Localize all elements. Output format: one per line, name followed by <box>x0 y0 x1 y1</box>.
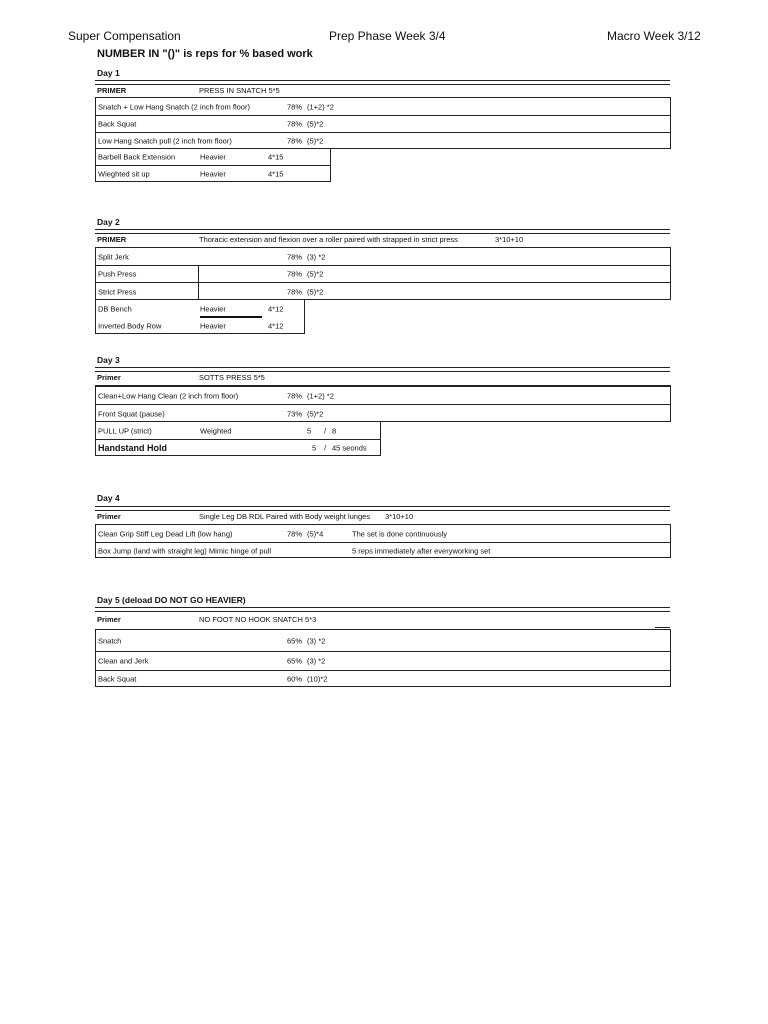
day-4-primer <box>95 509 670 523</box>
exercise-name: Split Jerk <box>98 252 129 261</box>
table-row <box>96 317 304 334</box>
day-3-title: Day 3 <box>97 355 120 365</box>
primer-sets: 3*10+10 <box>495 235 524 244</box>
header-title-right: Macro Week 3/12 <box>607 29 701 43</box>
exercise-percent: 78% <box>287 391 303 400</box>
exercise-reps: (1+2) *2 <box>307 391 334 400</box>
exercise-duration: 45 seonds <box>332 443 367 453</box>
exercise-name: Push Press <box>98 269 137 279</box>
day-2-accessory-table <box>95 299 305 334</box>
day-3-accessory-table <box>95 421 381 456</box>
day-2-primer <box>95 232 670 246</box>
table-row <box>96 404 670 422</box>
primer-label: PRIMER <box>97 86 127 95</box>
exercise-name: Front Squat (pause) <box>98 409 165 418</box>
table-edge-mark <box>655 627 670 628</box>
exercise-load: Heavier <box>200 304 226 313</box>
exercise-percent: 65% <box>287 656 303 666</box>
exercise-reps: (5)*4 <box>307 529 324 538</box>
exercise-reps: 4*12 <box>268 321 284 330</box>
separator-slash: / <box>324 426 327 435</box>
exercise-reps: (3) *2 <box>307 252 326 261</box>
table-row <box>96 265 670 282</box>
header-title-center: Prep Phase Week 3/4 <box>329 29 446 43</box>
exercise-percent: 60% <box>287 674 303 684</box>
primer-desc: NO FOOT NO HOOK SNATCH 5*3 <box>199 615 317 624</box>
exercise-name: Back Squat <box>98 119 137 129</box>
exercise-name: Box Jump (land with straight leg) Mimic hinge of pull <box>98 546 271 555</box>
exercise-note: The set is done continuously <box>352 529 448 538</box>
exercise-percent: 78% <box>287 252 303 261</box>
exercise-percent: 65% <box>287 636 303 645</box>
day-4-title: Day 4 <box>97 493 120 503</box>
separator-slash: / <box>324 443 327 453</box>
exercise-name: Snatch <box>98 636 122 645</box>
primer-desc: Thoracic extension and flexion over a roller paired with strapped in strict press <box>199 235 458 244</box>
exercise-load: Heavier <box>200 152 226 162</box>
exercise-reps: (5)*2 <box>307 136 324 146</box>
primer-label: PRIMER <box>97 235 127 244</box>
exercise-percent: 78% <box>287 269 303 279</box>
exercise-name: PULL UP (strict) <box>98 426 152 435</box>
table-row <box>96 165 330 182</box>
exercise-load: Heavier <box>200 169 226 179</box>
primer-desc: PRESS IN SNATCH 5*5 <box>199 86 280 95</box>
table-row <box>96 422 380 439</box>
table-row <box>96 248 670 265</box>
exercise-name: Low Hang Snatch pull (2 inch from floor) <box>98 136 232 146</box>
table-row <box>96 439 380 456</box>
day-2-main-table <box>95 247 671 300</box>
table-row <box>96 651 670 670</box>
exercise-percent: 78% <box>287 287 303 296</box>
exercise-name: Barbell Back Extension <box>98 152 176 162</box>
primer-label: Primer <box>97 373 121 382</box>
day-2-title: Day 2 <box>97 217 120 227</box>
primer-desc: SOTTS PRESS 5*5 <box>199 373 265 382</box>
exercise-name: Handstand Hold <box>98 443 167 453</box>
exercise-percent: 78% <box>287 136 303 146</box>
table-row <box>96 282 670 300</box>
day-5-main-table <box>95 629 671 687</box>
day-1-main-table <box>95 97 671 149</box>
exercise-load: Heavier <box>200 321 226 330</box>
exercise-reps: (1+2) *2 <box>307 102 334 111</box>
day-1-title: Day 1 <box>97 68 120 78</box>
exercise-percent: 78% <box>287 119 303 129</box>
day-3-primer <box>95 370 670 384</box>
table-row <box>96 542 670 558</box>
exercise-sets: 5 <box>312 443 317 453</box>
table-row <box>96 115 670 132</box>
primer-label: Primer <box>97 512 121 521</box>
table-row <box>96 387 670 404</box>
exercise-name: Clean+Low Hang Clean (2 inch from floor) <box>98 391 239 400</box>
exercise-reps: (5)*2 <box>307 287 324 296</box>
day-1-accessory-table <box>95 148 331 182</box>
exercise-reps: (10)*2 <box>307 674 328 684</box>
exercise-reps: 8 <box>332 426 337 435</box>
day-4-main-table <box>95 524 671 558</box>
reps-note: NUMBER IN "()" is reps for % based work <box>97 48 313 60</box>
exercise-reps: (3) *2 <box>307 636 326 645</box>
table-row <box>96 98 670 115</box>
exercise-reps: (5)*2 <box>307 269 324 279</box>
exercise-name: DB Bench <box>98 304 132 313</box>
primer-label: Primer <box>97 615 121 624</box>
day-1-primer <box>95 83 670 97</box>
exercise-name: Snatch + Low Hang Snatch (2 inch from floor) <box>98 102 250 111</box>
exercise-name: Strict Press <box>98 287 137 296</box>
primer-desc: Single Leg DB RDL Paired with Body weight lunges <box>199 512 371 521</box>
day-5-title: Day 5 (deload DO NOT GO HEAVIER) <box>97 595 246 605</box>
table-row <box>96 149 330 165</box>
exercise-name: Clean and Jerk <box>98 656 149 666</box>
exercise-reps: 4*12 <box>268 304 284 313</box>
table-row <box>96 300 304 317</box>
day-5-primer <box>95 612 670 626</box>
header-title-left: Super Compensation <box>68 29 181 43</box>
table-row <box>96 525 670 542</box>
table-row <box>96 132 670 149</box>
exercise-percent: 78% <box>287 102 303 111</box>
exercise-percent: 73% <box>287 409 303 418</box>
exercise-reps: (3) *2 <box>307 656 326 666</box>
exercise-sets: 5 <box>307 426 312 435</box>
exercise-reps: 4*15 <box>268 152 284 162</box>
day-3-main-table <box>95 385 671 422</box>
exercise-name: Clean Grip Stiff Leg Dead Lift (low hang) <box>98 529 233 538</box>
exercise-name: Back Squat <box>98 674 137 684</box>
primer-sets: 3*10+10 <box>385 512 414 521</box>
exercise-note: 5 reps immediately after everyworking set <box>352 546 491 555</box>
exercise-reps: (5)*2 <box>307 119 324 129</box>
exercise-reps: 4*15 <box>268 169 284 179</box>
exercise-name: Inverted Body Row <box>98 321 162 330</box>
table-row <box>96 670 670 687</box>
exercise-reps: (5)*2 <box>307 409 324 418</box>
exercise-name: Wieghted sit up <box>98 169 150 179</box>
exercise-load: Weighted <box>200 426 232 435</box>
exercise-percent: 78% <box>287 529 303 538</box>
table-row <box>96 630 670 651</box>
